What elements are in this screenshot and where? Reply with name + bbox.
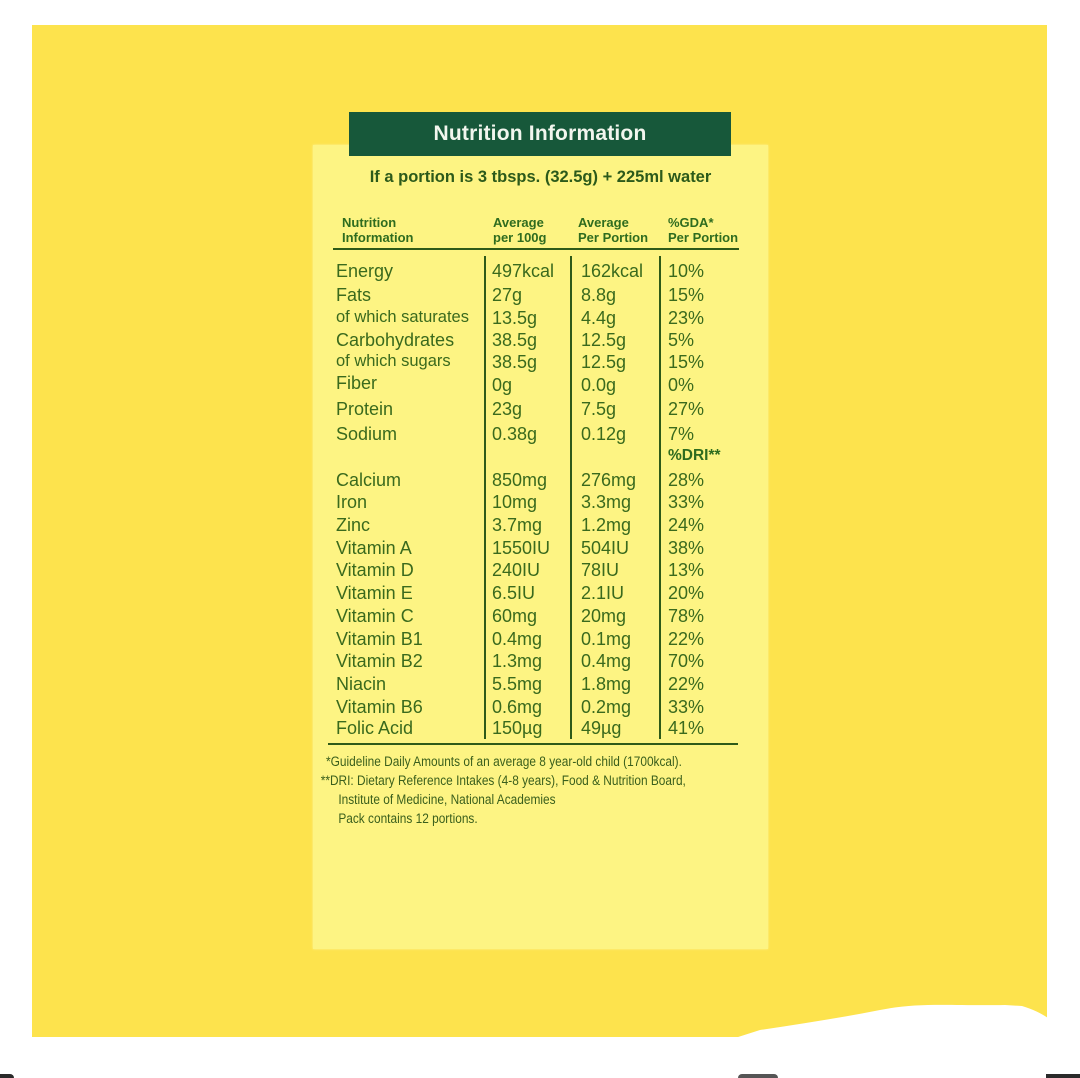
percent-value: 70% bbox=[668, 651, 705, 671]
per-portion-value: 0.12g bbox=[581, 424, 627, 444]
percent-value: 28% bbox=[668, 470, 705, 490]
nutrient-name: Niacin bbox=[336, 674, 387, 694]
table-row bbox=[336, 718, 756, 740]
percent-value: 24% bbox=[668, 515, 705, 535]
screen-edge-fragment bbox=[1046, 1074, 1080, 1078]
nutrient-name: of which sugars bbox=[336, 352, 451, 370]
table-row bbox=[336, 583, 756, 605]
per-100g-value: 5.5mg bbox=[492, 674, 543, 694]
per-portion-value: 12.5g bbox=[581, 352, 627, 372]
nutrient-name: Zinc bbox=[336, 515, 371, 535]
table-row bbox=[336, 697, 756, 719]
per-portion-value: 8.8g bbox=[581, 285, 617, 305]
table-row bbox=[336, 330, 756, 352]
table-row bbox=[336, 560, 756, 582]
header-line: Per Portion bbox=[668, 230, 739, 245]
header-average-per-100g bbox=[493, 215, 546, 245]
percent-value: 23% bbox=[668, 308, 705, 328]
per-100g-value: 13.5g bbox=[492, 308, 538, 328]
per-portion-value: 504IU bbox=[581, 538, 630, 558]
per-100g-value: 1550IU bbox=[492, 538, 551, 558]
header-average-per-portion bbox=[578, 215, 648, 245]
table-row bbox=[336, 492, 756, 514]
per-100g-value: 240IU bbox=[492, 560, 541, 580]
table-row bbox=[336, 651, 756, 673]
table-row bbox=[336, 375, 756, 397]
dri-footnote-continued: Institute of Medicine, National Academies bbox=[338, 792, 556, 807]
per-portion-value: 49µg bbox=[581, 718, 622, 738]
screen-edge-fragment bbox=[738, 1074, 778, 1078]
per-100g-value: 497kcal bbox=[492, 261, 555, 281]
per-100g-value: 6.5IU bbox=[492, 583, 536, 603]
table-row bbox=[336, 606, 756, 628]
percent-value: 5% bbox=[668, 330, 695, 350]
per-100g-value: 150µg bbox=[492, 718, 543, 738]
nutrient-name: Folic Acid bbox=[336, 718, 414, 738]
per-portion-value: 20mg bbox=[581, 606, 627, 626]
per-portion-value: 3.3mg bbox=[581, 492, 632, 512]
pack-portions-note: Pack contains 12 portions. bbox=[338, 811, 478, 826]
nutrient-name: Protein bbox=[336, 399, 394, 419]
percent-value: 15% bbox=[668, 285, 705, 305]
header-rule bbox=[333, 248, 739, 250]
header-line: Information bbox=[342, 230, 414, 245]
table-row bbox=[336, 352, 756, 374]
per-portion-value: 1.2mg bbox=[581, 515, 632, 535]
per-portion-value: 4.4g bbox=[581, 308, 617, 328]
dri-footnote: **DRI: Dietary Reference Intakes (4-8 years), Food & Nutrition Board, bbox=[320, 773, 686, 788]
per-100g-value: 0g bbox=[492, 375, 513, 395]
footer-rule bbox=[328, 743, 738, 745]
per-100g-value: 0.6mg bbox=[492, 697, 543, 717]
header-line: Average bbox=[578, 215, 629, 230]
per-100g-value: 0.4mg bbox=[492, 629, 543, 649]
header-line: %GDA* bbox=[668, 215, 714, 230]
table-row bbox=[336, 261, 756, 283]
table-row bbox=[336, 399, 756, 421]
header-gda-per-portion bbox=[668, 215, 738, 245]
table-row bbox=[336, 538, 756, 560]
percent-value: 33% bbox=[668, 492, 705, 512]
percent-value: 27% bbox=[668, 399, 705, 419]
per-portion-value: 0.0g bbox=[581, 375, 617, 395]
header-line: Average bbox=[493, 215, 544, 230]
table-row bbox=[336, 674, 756, 696]
nutrient-name: Energy bbox=[336, 261, 394, 281]
percent-value: 0% bbox=[668, 375, 695, 395]
table-row bbox=[336, 515, 756, 537]
nutrient-name: Vitamin C bbox=[336, 606, 414, 626]
nutrient-name: Vitamin A bbox=[336, 538, 412, 558]
per-100g-value: 10mg bbox=[492, 492, 538, 512]
screen-edge-fragment bbox=[0, 1074, 14, 1078]
per-100g-value: 1.3mg bbox=[492, 651, 543, 671]
nutrient-name: Vitamin B2 bbox=[336, 651, 423, 671]
per-100g-value: 850mg bbox=[492, 470, 548, 490]
per-100g-value: 38.5g bbox=[492, 352, 538, 372]
per-100g-value: 38.5g bbox=[492, 330, 538, 350]
per-100g-value: 0.38g bbox=[492, 424, 538, 444]
nutrient-name: Sodium bbox=[336, 424, 398, 444]
header-line: Per Portion bbox=[578, 230, 649, 245]
percent-value: 78% bbox=[668, 606, 705, 626]
per-100g-value: 60mg bbox=[492, 606, 538, 626]
gda-footnote: *Guideline Daily Amounts of an average 8 year-old child (1700kcal). bbox=[326, 754, 682, 769]
nutrient-name: Vitamin E bbox=[336, 583, 413, 603]
per-portion-value: 78IU bbox=[581, 560, 620, 580]
header-line: Nutrition bbox=[342, 215, 397, 230]
percent-value: 41% bbox=[668, 718, 705, 738]
per-portion-value: 0.1mg bbox=[581, 629, 632, 649]
percent-value: 13% bbox=[668, 560, 705, 580]
dri-header: %DRI** bbox=[668, 447, 721, 464]
percent-value: 22% bbox=[668, 674, 705, 694]
percent-value: 20% bbox=[668, 583, 705, 603]
nutrient-name: of which saturates bbox=[336, 308, 469, 326]
nutrient-name: Fiber bbox=[336, 373, 378, 393]
per-100g-value: 23g bbox=[492, 399, 523, 419]
per-portion-value: 162kcal bbox=[581, 261, 644, 281]
per-portion-value: 0.4mg bbox=[581, 651, 632, 671]
per-portion-value: 0.2mg bbox=[581, 697, 632, 717]
per-100g-value: 3.7mg bbox=[492, 515, 543, 535]
portion-description: If a portion is 3 tbsps. (32.5g) + 225ml water bbox=[369, 168, 712, 186]
percent-value: 22% bbox=[668, 629, 705, 649]
percent-value: 10% bbox=[668, 261, 705, 281]
table-row bbox=[336, 629, 756, 651]
per-portion-value: 7.5g bbox=[581, 399, 617, 419]
percent-value: 15% bbox=[668, 352, 705, 372]
nutrient-name: Iron bbox=[336, 492, 368, 512]
bottom-margin bbox=[0, 1037, 1080, 1078]
per-portion-value: 1.8mg bbox=[581, 674, 632, 694]
per-portion-value: 12.5g bbox=[581, 330, 627, 350]
table-row bbox=[336, 308, 756, 330]
label-title: Nutrition Information bbox=[349, 112, 731, 156]
nutrient-name: Calcium bbox=[336, 470, 402, 490]
percent-value: 38% bbox=[668, 538, 705, 558]
nutrient-name: Carbohydrates bbox=[336, 330, 455, 350]
per-portion-value: 2.1IU bbox=[581, 583, 625, 603]
per-100g-value: 27g bbox=[492, 285, 523, 305]
header-nutrition-information bbox=[342, 215, 414, 245]
percent-value: 33% bbox=[668, 697, 705, 717]
footnotes bbox=[320, 752, 713, 828]
nutrient-name: Vitamin B1 bbox=[336, 629, 423, 649]
table-row bbox=[336, 470, 756, 492]
table-row bbox=[336, 285, 756, 307]
per-portion-value: 276mg bbox=[581, 470, 637, 490]
header-line: per 100g bbox=[493, 230, 547, 245]
percent-value: 7% bbox=[668, 424, 695, 444]
table-row bbox=[336, 424, 756, 446]
nutrient-name: Vitamin D bbox=[336, 560, 414, 580]
nutrient-name: Fats bbox=[336, 285, 372, 305]
nutrient-name: Vitamin B6 bbox=[336, 697, 423, 717]
